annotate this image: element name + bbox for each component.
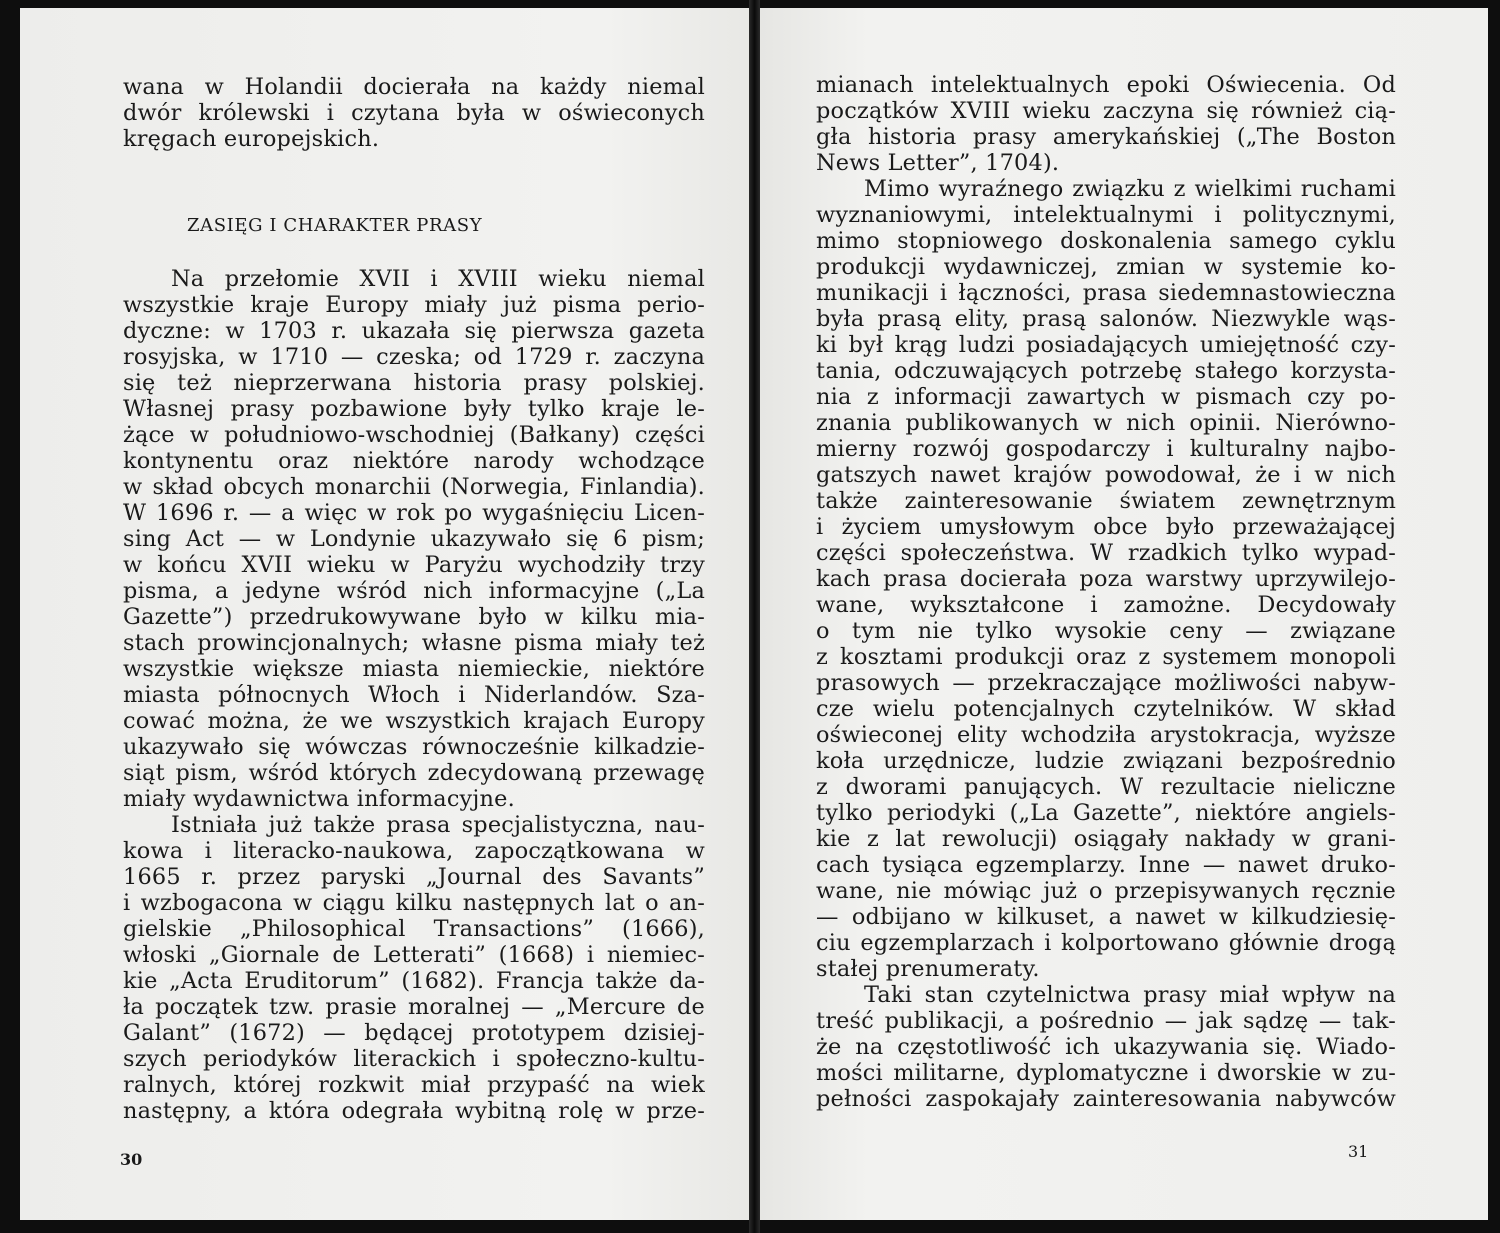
text-line: kie z lat rewolucji) osiągały nakłady w grani- — [816, 826, 1396, 852]
text-line: wane, wykształcone i zamożne. Decydowały — [816, 592, 1396, 618]
text-line: koła urzędnicze, ludzie związani bezpośrednio — [816, 748, 1396, 774]
text-line: munikacji i łączności, prasa siedemnastowieczna — [816, 280, 1396, 306]
text-line: tania, odczuwających potrzebę stałego korzysta- — [816, 358, 1396, 384]
text-line: ki był krąg ludzi posiadających umiejętność czy- — [816, 332, 1396, 358]
text-line: części społeczeństwa. W rzadkich tylko wypad- — [816, 540, 1396, 566]
text-line: Mimo wyraźnego związku z wielkimi ruchami — [864, 176, 1396, 202]
text-line: W 1696 r. — a więc w rok po wygaśnięciu Licen- — [123, 500, 705, 526]
text-line: ralnych, której rozkwit miał przypaść na wiek — [123, 1072, 705, 1098]
text-line: się też nieprzerwana historia prasy polskiej. — [123, 370, 705, 396]
text-line: także zainteresowanie światem zewnętrznym — [816, 488, 1396, 514]
text-line: Własnej prasy pozbawione były tylko kraje le- — [123, 396, 705, 422]
text-line: oświeconej elity wchodziła arystokracja, wyższe — [816, 722, 1396, 748]
text-line: miały wydawnictwa informacyjne. — [123, 786, 515, 812]
text-line: wane, nie mówiąc już o przepisywanych ręcznie — [816, 878, 1396, 904]
text-line: pisma, a jedyne wśród nich informacyjne („La — [123, 578, 705, 604]
text-line: 1665 r. przez paryski „Journal des Savants” — [123, 864, 705, 890]
text-line: mimo stopniowego doskonalenia samego cyklu — [816, 228, 1396, 254]
text-line: kręgach europejskich. — [123, 126, 380, 152]
text-line: Taki stan czytelnictwa prasy miał wpływ na — [864, 982, 1396, 1008]
text-line: pełności zaspokajały zainteresowania nabywców — [816, 1086, 1396, 1112]
text-line: kach prasa docierała poza warstwy uprzywilejo- — [816, 566, 1396, 592]
left-top-paragraph — [123, 74, 705, 152]
text-line: wyznaniowymi, intelektualnymi i politycznymi, — [816, 202, 1396, 228]
text-line: kontynentu oraz niektóre narody wchodzące — [123, 448, 705, 474]
text-line: i wzbogacona w ciągu kilku następnych lat o an- — [123, 890, 705, 916]
right-body-text — [816, 72, 1396, 1112]
text-line: w skład obcych monarchii (Norwegia, Finlandia). — [123, 474, 705, 500]
text-line: mierny rozwój gospodarczy i kulturalny najbo- — [816, 436, 1396, 462]
text-line: Istniała już także prasa specjalistyczna, nau- — [171, 812, 705, 838]
text-line: o tym nie tylko wysokie ceny — związane — [816, 618, 1396, 644]
text-line: następny, a która odegrała wybitną rolę w prze- — [123, 1098, 705, 1124]
page-number: 30 — [120, 1150, 143, 1169]
text-line: znania publikowanych w nich opinii. Nierówno- — [816, 410, 1396, 436]
text-line: z dworami panujących. W rezultacie nieliczne — [816, 774, 1396, 800]
text-line: prasowych — przekraczające możliwości nabyw- — [816, 670, 1396, 696]
text-line: Gazette”) przedrukowywane było w kilku mia- — [123, 604, 705, 630]
text-line: cze wielu potencjalnych czytelników. W skład — [816, 696, 1396, 722]
text-line: włoski „Giornale de Letterati” (1668) i niemiec- — [123, 942, 705, 968]
page-number: 31 — [1348, 1142, 1369, 1161]
text-line: początków XVIII wieku zaczyna się również cią- — [816, 98, 1396, 124]
text-line: gatszych nawet krajów powodował, że i w nich — [816, 462, 1396, 488]
book-gutter — [749, 0, 760, 1233]
text-line: rosyjska, w 1710 — czeska; od 1729 r. zaczyna — [123, 344, 705, 370]
text-line: szych periodyków literackich i społeczno-kultu- — [123, 1046, 705, 1072]
text-line: ła początek tzw. prasie moralnej — „Mercure de — [123, 994, 705, 1020]
text-line: w końcu XVII wieku w Paryżu wychodziły trzy — [123, 552, 705, 578]
text-line: mianach intelektualnych epoki Oświecenia. Od — [816, 72, 1396, 98]
section-heading: ZASIĘG I CHARAKTER PRASY — [187, 215, 483, 236]
text-line: że na częstotliwość ich ukazywania się. Wiado- — [816, 1034, 1396, 1060]
text-line: z kosztami produkcji oraz z systemem monopoli — [816, 644, 1396, 670]
text-line: wszystkie kraje Europy miały już pisma perio- — [123, 292, 705, 318]
text-line: siąt pism, wśród których zdecydowaną przewagę — [123, 760, 705, 786]
text-line: stałej prenumeraty. — [816, 956, 1040, 982]
text-line: ciu egzemplarzach i kolportowano głównie drogą — [816, 930, 1396, 956]
left-body-text — [123, 266, 705, 1124]
right-page — [760, 8, 1488, 1220]
text-line: cować można, że we wszystkich krajach Europy — [123, 708, 705, 734]
text-line: Na przełomie XVII i XVIII wieku niemal — [171, 266, 705, 292]
text-line: gła historia prasy amerykańskiej („The Boston — [816, 124, 1396, 150]
text-line: i życiem umysłowym obce było przeważającej — [816, 514, 1396, 540]
text-line: News Letter”, 1704). — [816, 150, 1060, 176]
text-line: — odbijano w kilkuset, a nawet w kilkudziesię- — [816, 904, 1396, 930]
text-line: produkcji wydawniczej, zmian w systemie ko- — [816, 254, 1396, 280]
text-line: nia z informacji zawartych w pismach czy po- — [816, 384, 1396, 410]
text-line: tylko periodyki („La Gazette”, niektóre angiels- — [816, 800, 1396, 826]
text-line: żące w południowo-wschodniej (Bałkany) części — [123, 422, 705, 448]
text-line: Galant” (1672) — będącej prototypem dzisiej- — [123, 1020, 705, 1046]
text-line: mości militarne, dyplomatyczne i dworskie w zu- — [816, 1060, 1396, 1086]
text-line: stach prowincjonalnych; własne pisma miały też — [123, 630, 705, 656]
text-line: sing Act — w Londynie ukazywało się 6 pism; — [123, 526, 705, 552]
text-line: była prasą elity, prasą salonów. Niezwykle wąs- — [816, 306, 1396, 332]
text-line: dwór królewski i czytana była w oświeconych — [123, 100, 705, 126]
text-line: wszystkie większe miasta niemieckie, niektóre — [123, 656, 705, 682]
text-line: ukazywało się wówczas równocześnie kilkadzie- — [123, 734, 705, 760]
text-line: wana w Holandii docierała na każdy niemal — [123, 74, 705, 100]
text-line: gielskie „Philosophical Transactions” (1666), — [123, 916, 705, 942]
text-line: cach tysiąca egzemplarzy. Inne — nawet druko- — [816, 852, 1396, 878]
left-page — [20, 8, 749, 1220]
text-line: kie „Acta Eruditorum” (1682). Francja także da- — [123, 968, 705, 994]
text-line: kowa i literacko-naukowa, zapoczątkowana w — [123, 838, 705, 864]
text-line: treść publikacji, a pośrednio — jak sądzę — tak- — [816, 1008, 1396, 1034]
text-line: dyczne: w 1703 r. ukazała się pierwsza gazeta — [123, 318, 705, 344]
text-line: miasta północnych Włoch i Niderlandów. Sza- — [123, 682, 705, 708]
